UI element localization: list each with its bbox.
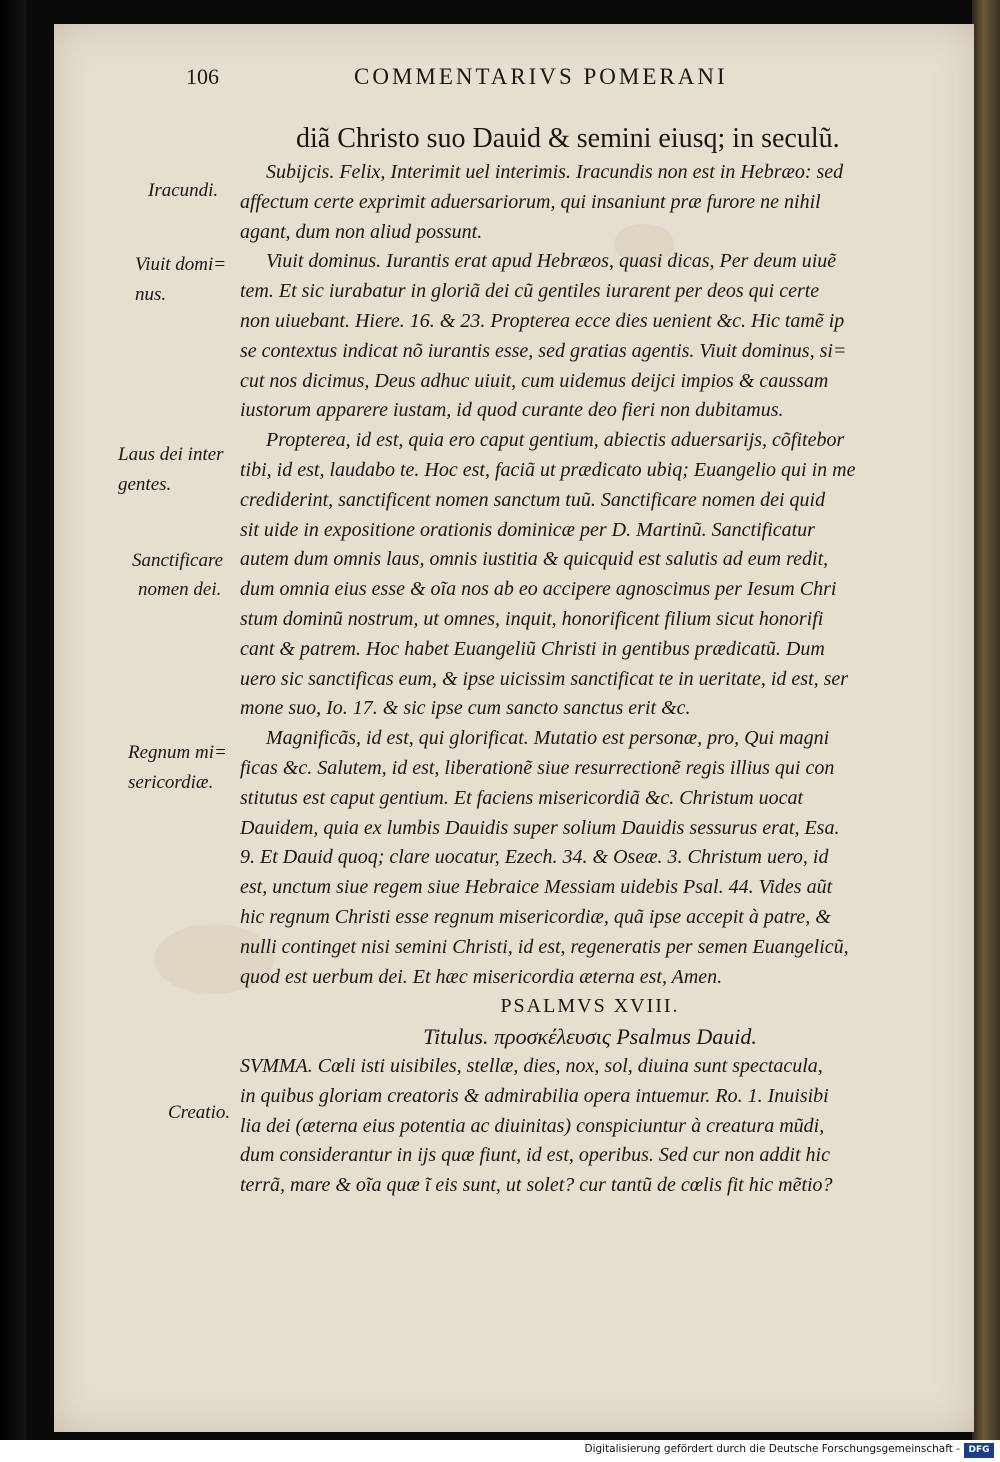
text-line: sit uide in expositione orationis dominicæ per D. Martinũ. Sanctificatur [240, 518, 815, 541]
text-line: ficas &c. Salutem, id est, liberationẽ siue resurrectionẽ regis illius qui con [240, 756, 835, 779]
text-line: crediderint, sanctificent nomen sanctum tuũ. Sanctificare nomen dei quid [240, 488, 826, 511]
dfg-logo: DFG [964, 1443, 994, 1458]
margin-note: gentes. [118, 474, 172, 495]
text-line: tibi, id est, laudabo te. Hoc est, faciã ut prædicato ubiq; Euangelio qui in me [240, 458, 856, 481]
text-line: 9. Et Dauid quoq; clare uocatur, Ezech. 34. & Oseæ. 3. Christum uero, id [240, 846, 829, 869]
margin-note: nus. [135, 284, 167, 305]
text-line: agant, dum non aliud possunt. [240, 220, 483, 243]
text-line: affectum certe exprimit aduersariorum, qui insaniunt præ furore ne nihil [240, 190, 821, 213]
psalm-heading: PSALMVS XVIII. [500, 995, 680, 1018]
text-line: Dauidem, quia ex lumbis Dauidis super solium Dauidis sessurus erat, Esa. [240, 816, 840, 839]
text-line: SVMMA. Cœli isti uisibiles, stellæ, dies, nox, sol, diuina sunt spectacula, [240, 1054, 823, 1077]
text-line: uero sic sanctificas eum, & ipse uicissim sanctificat te in ueritate, id est, ser [240, 667, 849, 690]
text-line: cut nos dicimus, Deus adhuc uiuit, cum uidemus deijci impios & caussam [240, 369, 829, 392]
text-line: mone suo, Io. 17. & sic ipse cum sancto sanctus erit &c. [240, 697, 691, 720]
page-edge-right [972, 0, 1000, 1440]
footer-bar [0, 1440, 1000, 1462]
text-line: hic regnum Christi esse regnum misericordiæ, quã ipse accepit à patre, & [240, 905, 831, 928]
text-line: lia dei (æterna eius potentia ac diuinitas) conspiciuntur à creatura mũdi, [240, 1114, 825, 1137]
margin-note: Viuit domi= [135, 254, 227, 275]
text-line: non uiuebant. Hiere. 16. & 23. Propterea ecce dies uenient &c. Hic tamẽ ip [240, 309, 845, 332]
page-number: 106 [186, 64, 219, 89]
text-line: est, unctum siue regem siue Hebraice Messiam uidebis Psal. 44. Vides aũt [240, 876, 833, 899]
text-line: terrã, mare & oĩa quæ ĩ eis sunt, ut solet? cur tantũ de cœlis fit hic mẽtio? [240, 1174, 833, 1197]
running-head [0, 64, 920, 94]
text-line: cant & patrem. Hoc habet Euangeliũ Christi in gentibus prædicatũ. Dum [240, 637, 825, 660]
running-title: COMMENTARIVS POMERANI [354, 64, 728, 89]
text-line: Subijcis. Felix, Interimit uel interimis. Iracundis non est in Hebræo: sed [266, 161, 844, 183]
text-line: se contextus indicat nõ iurantis esse, sed gratias agentis. Viuit dominus, si= [240, 339, 847, 362]
text-line: quod est uerbum dei. Et hæc misericordia æterna est, Amen. [240, 965, 723, 988]
text-line: iustorum apparere iustam, id quod curante deo fieri non dubitamus. [240, 399, 784, 422]
text-line: dum considerantur in ijs quæ fiunt, id est, operibus. Sed cur non addit hic [240, 1144, 830, 1167]
text-line: tem. Et sic iurabatur in gloriã dei cũ gentiles iurarent per deos qui certe [240, 280, 820, 303]
margin-note: Iracundi. [148, 180, 219, 201]
margin-note: Sanctificare [132, 550, 224, 571]
margin-note: Creatio. [168, 1102, 231, 1123]
funding-credit: Digitalisierung gefördert durch die Deutsche Forschungsgemeinschaft - [584, 1443, 960, 1455]
text-line: stitutus est caput gentium. Et faciens misericordiã &c. Christum uocat [240, 786, 804, 809]
margin-note: Regnum mi= [128, 742, 227, 763]
margin-note: Laus dei inter [118, 444, 224, 465]
text-line: dum omnia eius esse & oĩa nos ab eo accipere agnoscimus per Iesum Chri [240, 578, 837, 601]
text-line: in quibus gloriam creatoris & admirabilia opera intuemur. Ro. 1. Inuisibi [240, 1084, 829, 1107]
text-line: Viuit dominus. Iurantis erat apud Hebræos, quasi dicas, Per deum uiuẽ [266, 250, 837, 273]
margin-note: nomen dei. [138, 579, 222, 600]
text-line: nulli continget nisi semini Christi, id est, regeneratis per semen Euangelicũ, [240, 935, 849, 958]
margin-note: sericordiæ. [128, 772, 214, 793]
main-text [240, 122, 940, 1201]
text-line: stum dominũ nostrum, ut omnes, inquit, honorificent filium sicut honorifi [240, 607, 824, 630]
text-line: Propterea, id est, quia ero caput gentium, abiectis aduersarijs, cõfitebor [266, 429, 845, 452]
text-line: Magnificãs, id est, qui glorificat. Mutatio est personæ, pro, Qui magni [266, 727, 830, 750]
text-line: diã Christo suo Dauid & semini eiusq; in seculũ. [296, 123, 840, 154]
text-line: autem dum omnis laus, omnis iustitia & quicquid est salutis ad eum redit, [240, 548, 829, 571]
psalm-title: Titulus. προσκέλευσις Psalmus Dauid. [423, 1024, 757, 1050]
